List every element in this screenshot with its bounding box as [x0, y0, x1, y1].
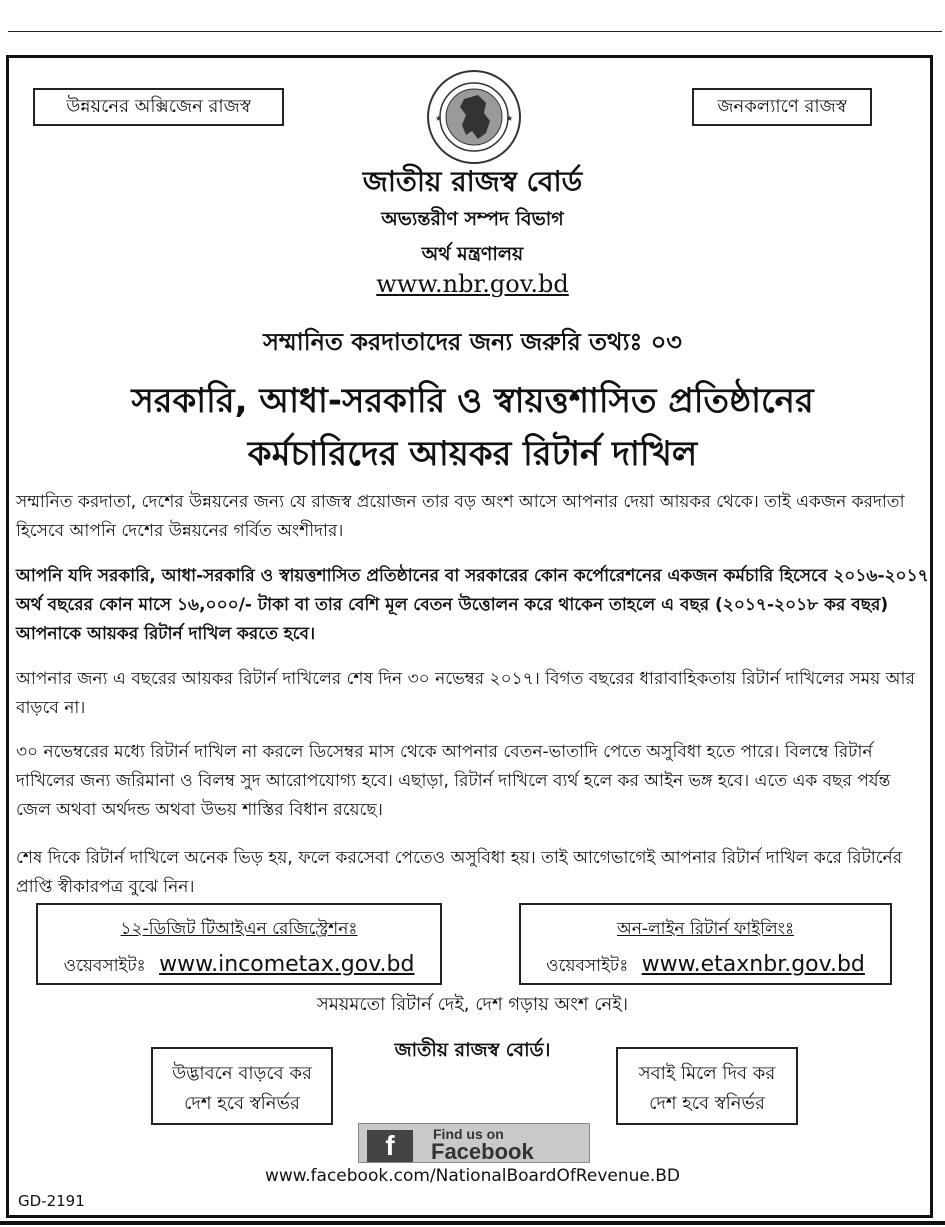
motto-right-line2: দেশ হবে স্বনির্ভর	[649, 1093, 765, 1114]
efiling-site-label: ওয়েবসাইটঃ	[546, 956, 629, 976]
bottom-rule	[0, 1221, 945, 1225]
board-signature: জাতীয় রাজস্ব বোর্ড।	[394, 1039, 551, 1061]
tin-url-link[interactable]: www.incometax.gov.bd	[159, 952, 415, 977]
motto-right-line1: সবাই মিলে দিব কর	[638, 1063, 776, 1084]
motto-right	[616, 1047, 798, 1125]
efiling-url-link[interactable]: www.etaxnbr.gov.bd	[641, 952, 865, 977]
government-seal-icon	[426, 69, 522, 165]
info-title: সম্মানিত করদাতাদের জন্য জরুরি তথ্যঃ ০৩	[263, 328, 682, 356]
tin-registration-box	[36, 903, 442, 985]
tin-site-row	[38, 952, 440, 981]
paragraph-2: আপনি যদি সরকারি, আধা-সরকারি ও স্বায়ত্তশাসিত প্রতিষ্ঠানের বা সরকারের কোন কর্পোরেশনের একজন কর্মচারি হিসেবে ২০১৬-২০১৭ অর্থ বছরের কোন মাসে ১৬,০০০/- টাকা বা তার বেশি মূল বেতন উত্তোলন করে থাকেন তাহলে এ বছর (২০১৭-২০১৮ কর বছর) আপনাকে আয়কর রিটার্ন দাখিল করতে হবে।	[16, 566, 929, 644]
nbr-website-link[interactable]: www.nbr.gov.bd	[376, 270, 569, 298]
facebook-url[interactable]: www.facebook.com/NationalBoardOfRevenue.BD	[265, 1166, 680, 1186]
slogan-right: জনকল্যাণে রাজস্ব	[692, 88, 872, 126]
tagline: সময়মতো রিটার্ন দেই, দেশ গড়ায় অংশ নেই।	[316, 994, 629, 1015]
facebook-find-text: Find us on	[433, 1126, 504, 1142]
tin-label: ১২-ডিজিট টিআইএন রেজিস্ট্রেশনঃ	[120, 919, 358, 939]
board-name: জাতীয় রাজস্ব বোর্ড	[362, 165, 583, 198]
paragraph-5: শেষ দিকে রিটার্ন দাখিলে অনেক ভিড় হয়, ফলে করসেবা পেতেও অসুবিধা হয়। তাই আগেভাগেই আপনার রিটার্ন দাখিল করে রিটার্নের প্রাপ্তি স্বীকারপত্র বুঝে নিন।	[16, 848, 903, 897]
document-code: GD-2191	[18, 1192, 85, 1210]
efiling-site-row	[521, 952, 890, 981]
nbr-website	[0, 270, 945, 298]
efiling-label: অন-লাইন রিটার্ন ফাইলিংঃ	[616, 919, 795, 939]
svg-text:★: ★	[435, 114, 443, 123]
division-name: অভ্যন্তরীণ সম্পদ বিভাগ	[381, 208, 564, 230]
facebook-brand-text: Facebook	[431, 1139, 534, 1164]
facebook-icon: f	[367, 1130, 413, 1162]
motto-left-line2: দেশ হবে স্বনির্ভর	[184, 1093, 300, 1114]
facebook-badge[interactable]	[358, 1123, 590, 1163]
ministry-name: অর্থ মন্ত্রণালয়	[421, 243, 524, 265]
slogan-left: উন্নয়নের অক্সিজেন রাজস্ব	[33, 88, 284, 126]
tin-site-label: ওয়েবসাইটঃ	[63, 956, 146, 976]
motto-left	[151, 1047, 333, 1125]
paragraph-1: সম্মানিত করদাতা, দেশের উন্নয়নের জন্য যে রাজস্ব প্রয়োজন তার বড় অংশ আসে আপনার দেয়া আয়কর থেকে। তাই একজন করদাতা হিসেবে আপনি দেশের উন্নয়নের গর্বিত অংশীদার।	[16, 492, 905, 541]
headline-line2: কর্মচারিদের আয়কর রিটার্ন দাখিল	[247, 434, 698, 474]
paragraph-4: ৩০ নভেম্বরের মধ্যে রিটার্ন দাখিল না করলে ডিসেম্বর মাস থেকে আপনার বেতন-ভাতাদি পেতে অসুবিধা হতে পারে। বিলম্বে রিটার্ন দাখিলের জন্য জরিমানা ও বিলম্ব সুদ আরোপযোগ্য হবে। এছাড়া, রিটার্ন দাখিলে ব্যর্থ হলে কর আইন ভঙ্গ হবে। এতে এক বছর পর্যন্ত জেল অথবা অর্থদন্ড অথবা উভয় শাস্তির বিধান রয়েছে।	[16, 742, 891, 820]
paragraph-3: আপনার জন্য এ বছরের আয়কর রিটার্ন দাখিলের শেষ দিন ৩০ নভেম্বর ২০১৭। বিগত বছরের ধারাবাহিকতায় রিটার্ন দাখিলের সময় আর বাড়বে না।	[16, 669, 915, 718]
motto-left-line1: উদ্ভাবনে বাড়বে কর	[172, 1063, 312, 1084]
svg-text:★: ★	[506, 114, 514, 123]
efiling-box	[519, 903, 892, 985]
headline-line1: সরকারি, আধা-সরকারি ও স্বায়ত্তশাসিত প্রতিষ্ঠানের	[131, 381, 814, 421]
top-rule	[8, 31, 942, 32]
